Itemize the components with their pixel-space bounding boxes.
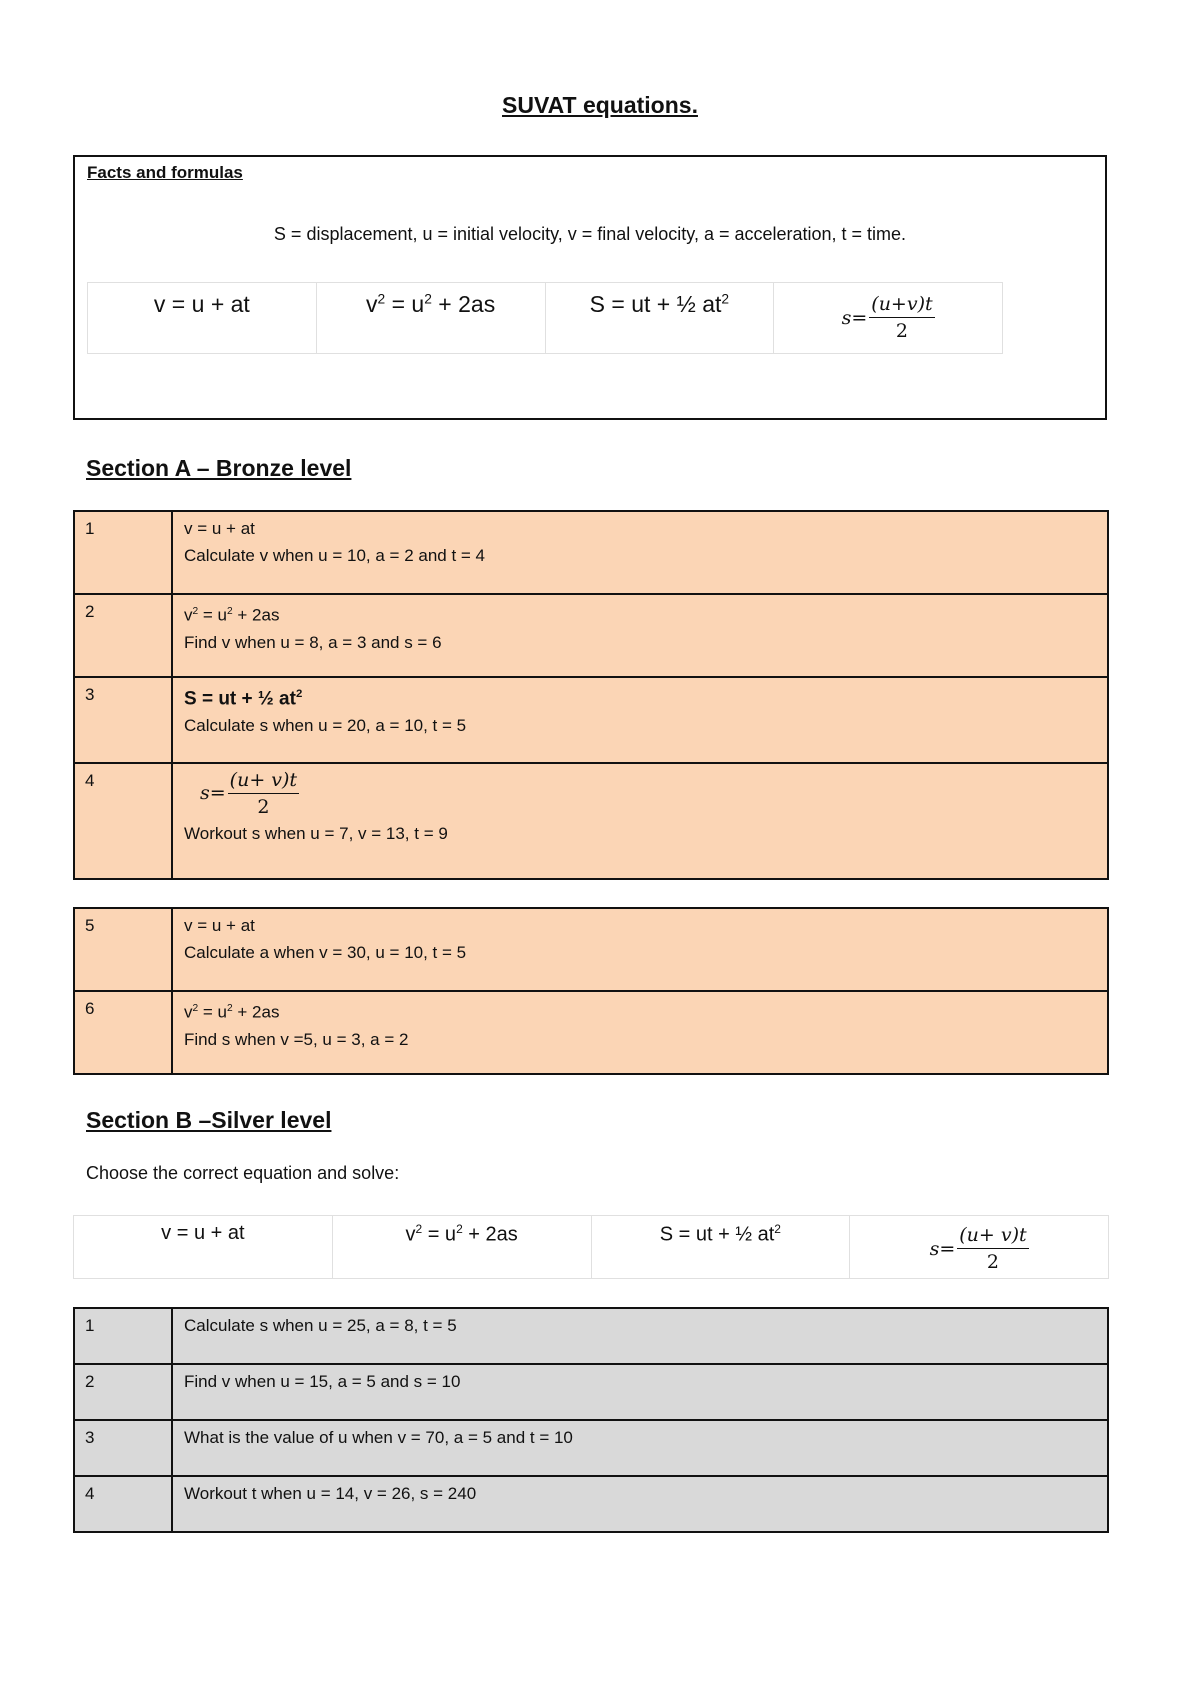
question-cell: s= $\frac{(u+ v)t}{2}$ Workout s when u = 7, v = 13, t = 9	[172, 763, 1108, 879]
question-cell: What is the value of u when v = 70, a = 5 and t = 10	[172, 1420, 1108, 1476]
question-number: 3	[74, 677, 172, 763]
formula-2: $v^2 = u^2 + 2as$	[316, 283, 545, 354]
silver-formula-grid	[73, 1215, 1109, 1279]
formula-4	[850, 1216, 1109, 1279]
question-cell: Workout t when u = 14, v = 26, s = 240	[172, 1476, 1108, 1532]
fraction-formula: s= $\frac{(u+v)t}{2}$	[841, 293, 933, 342]
formula-2: $v^2 = u^2 + 2as$	[332, 1216, 591, 1279]
question-number: 6	[74, 991, 172, 1074]
bronze-table-1	[73, 510, 1109, 880]
question-number: 4	[74, 763, 172, 879]
silver-table	[73, 1307, 1109, 1533]
question-cell: Calculate s when u = 25, a = 8, t = 5	[172, 1308, 1108, 1364]
section-b-heading: Section B –Silver level	[86, 1107, 332, 1133]
question-cell: $v^2 = u^2 + 2as$ Find v when u = 8, a = 3 and s = 6	[172, 594, 1108, 677]
formula-4	[774, 283, 1003, 354]
variable-definitions: S = displacement, u = initial velocity, v = final velocity, a = acceleration, t = time.	[273, 224, 907, 244]
question-cell: S = ut + ½ $at^2$ Calculate s when u = 20, a = 10, t = 5	[172, 677, 1108, 763]
formula-1: v = u + at	[74, 1216, 333, 1279]
formula-grid	[87, 282, 1003, 354]
table-row	[74, 677, 1108, 763]
facts-heading: Facts and formulas	[87, 163, 243, 182]
page-title: SUVAT equations.	[502, 92, 698, 118]
question-cell: v = u + at Calculate v when u = 10, a = 2 and t = 4	[172, 511, 1108, 594]
section-a-heading: Section A – Bronze level	[86, 455, 352, 481]
formula-3: S = ut + ½ $at^2$	[545, 283, 774, 354]
bronze-table-2	[73, 907, 1109, 1075]
facts-box	[73, 155, 1107, 420]
question-cell: v = u + at Calculate a when v = 30, u = 10, t = 5	[172, 908, 1108, 991]
question-number: 3	[74, 1420, 172, 1476]
question-number: 2	[74, 1364, 172, 1420]
table-row	[74, 594, 1108, 677]
question-cell: Find v when u = 15, a = 5 and s = 10	[172, 1364, 1108, 1420]
table-row	[74, 1364, 1108, 1420]
fraction-formula: s= $\frac{(u+ v)t}{2}$	[200, 769, 298, 818]
formula-3: S = ut + ½ $at^2$	[591, 1216, 850, 1279]
formula-1: v = u + at	[88, 283, 317, 354]
table-row	[74, 763, 1108, 879]
table-row	[74, 511, 1108, 594]
question-number: 1	[74, 511, 172, 594]
table-row	[74, 1420, 1108, 1476]
table-row	[74, 1308, 1108, 1364]
table-row	[74, 1476, 1108, 1532]
section-b-instruction: Choose the correct equation and solve:	[86, 1163, 400, 1183]
question-number: 1	[74, 1308, 172, 1364]
fraction-formula: s= $\frac{(u+ v)t}{2}$	[929, 1224, 1027, 1273]
question-number: 5	[74, 908, 172, 991]
table-row	[74, 908, 1108, 991]
table-row	[74, 991, 1108, 1074]
question-number: 2	[74, 594, 172, 677]
question-cell: $v^2 = u^2 + 2as$ Find s when v =5, u = 3, a = 2	[172, 991, 1108, 1074]
question-number: 4	[74, 1476, 172, 1532]
